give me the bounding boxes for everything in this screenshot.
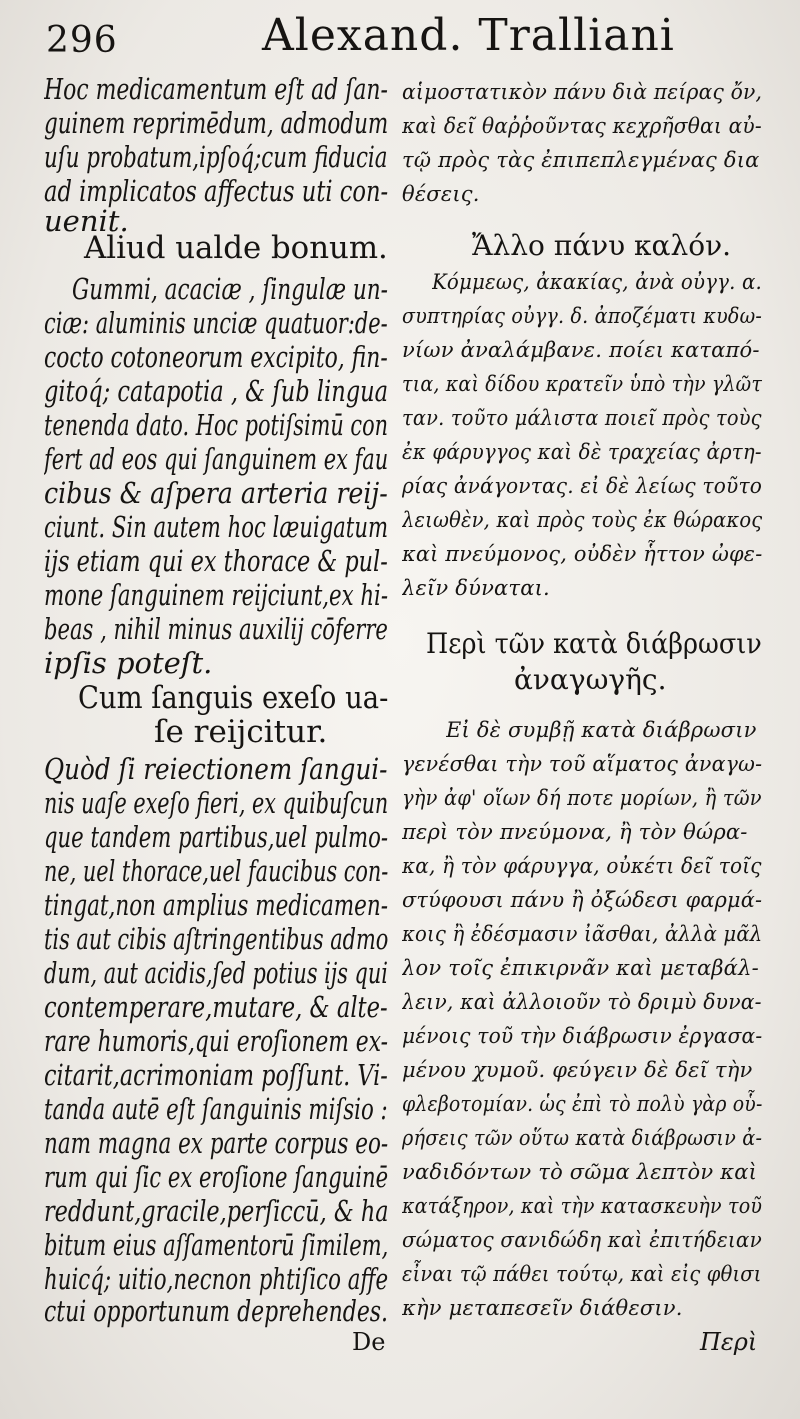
greek-column — [402, 0, 764, 1419]
latin-line: Gummi, acaciæ , ſingulæ un- — [72, 272, 388, 306]
latin-line: tis aut cibis aſtringentibus admo — [44, 922, 389, 956]
greek-line: γὴν ἀφ' οἵων δή ποτε μορίων, ἢ τῶν — [402, 786, 762, 810]
latin-line: tenenda dato. Hoc potiſsimū con — [44, 408, 389, 442]
latin-line: mone ſanguinem reijciunt,ex hi- — [44, 578, 389, 612]
latin-line: ciæ: aluminis unciæ quatuor:de- — [44, 306, 388, 340]
latin-line: uenit. — [44, 204, 129, 238]
greek-line: λειωθὲν, καὶ πρὸς τοὺς ἐκ θώρακος — [402, 508, 763, 532]
greek-line: συπτηρίας οὐγγ. δ. ἀποζέματι κυδω- — [402, 304, 762, 328]
latin-line: ad implicatos affectus uti con- — [44, 174, 389, 208]
latin-line: ne, uel thorace,uel faucibus con- — [44, 854, 389, 888]
latin-line: nis uaſe exeſo fieri, ex quibuſcun — [44, 786, 389, 820]
latin-line: contemperare,mutare, & alte- — [44, 990, 388, 1024]
latin-line: dum, aut acidis,ſed potius ijs qui — [44, 956, 388, 990]
latin-line: cocto cotoneorum excipito, fin- — [44, 340, 388, 374]
latin-line: rum qui ſic ex eroſione ſanguinē — [44, 1160, 389, 1194]
latin-line: bitum eius aſſamentorū ſimilem, — [44, 1228, 389, 1262]
greek-line: κὴν μεταπεσεῖν διάθεσιν. — [402, 1296, 683, 1320]
greek-line: θέσεις. — [402, 182, 480, 206]
latin-line: fert ad eos qui ſanguinem ex fau — [44, 442, 389, 476]
latin-line: tanda autē eſt ſanguinis miſsio : — [44, 1092, 388, 1126]
latin-line: beas , nihil minus auxilij cōferre — [44, 612, 388, 646]
greek-line: καὶ δεῖ θαῤῥοῦντας κεχρῆσθαι αὐ- — [402, 114, 762, 138]
greek-heading: Περὶ τῶν κατὰ διάβρωσιν — [426, 627, 762, 660]
latin-heading: Cum ſanguis exeſo ua- — [78, 680, 389, 716]
greek-line: εἶναι τῷ πάθει τούτῳ, καὶ εἰς φθισι — [402, 1262, 762, 1286]
greek-line: στύφουσι πάνυ ἢ ὀξώδεσι φαρμά- — [402, 888, 763, 912]
greek-line: νίων ἀναλάμβανε. ποίει καταπό- — [402, 338, 760, 362]
greek-line: λειν, καὶ ἀλλοιοῦν τὸ δριμὺ δυνα- — [402, 990, 762, 1014]
latin-line: Hoc medicamentum eſt ad ſan- — [44, 72, 388, 106]
latin-heading: ſe reijcitur. — [154, 714, 328, 750]
latin-line: ctui opportunum deprehendes. — [44, 1294, 389, 1328]
greek-line: ἐκ φάρυγγος καὶ δὲ τραχείας ἀρτη- — [402, 440, 762, 464]
greek-line: σώματος σανιδώδη καὶ ἐπιτήδειαν — [402, 1228, 762, 1252]
greek-heading: ἀναγωγῆς. — [514, 663, 667, 696]
greek-line: φλεβοτομίαν. ὡς ἐπὶ τὸ πολὺ γὰρ οὗ- — [402, 1092, 763, 1116]
latin-heading: Aliud ualde bonum. — [84, 230, 388, 266]
latin-line: ijs etiam qui ex thorace & pul- — [44, 544, 388, 578]
latin-catchword: De — [352, 1328, 386, 1356]
latin-line: citarit,acrimoniam poſſunt. Vi- — [44, 1058, 388, 1092]
latin-line: que tandem partibus,uel pulmo- — [44, 820, 389, 854]
greek-line: ρήσεις τῶν οὕτω κατὰ διάβρωσιν ἀ- — [402, 1126, 763, 1150]
greek-line: γενέσθαι τὴν τοῦ αἵματος ἀναγω- — [402, 752, 763, 776]
greek-line: τῷ πρὸς τὰς ἐπιπεπλεγμένας δια — [402, 148, 760, 172]
greek-line: ταν. τοῦτο μάλιστα ποιεῖ πρὸς τοὺς — [402, 406, 762, 430]
latin-line: reddunt,gracile,perſiccū, & ha — [44, 1194, 389, 1228]
latin-line: Quòd ſi reiectionem ſangui- — [44, 752, 388, 786]
latin-line: tingat,non amplius medicamen- — [44, 888, 388, 922]
greek-line: περὶ τὸν πνεύμονα, ἢ τὸν θώρα- — [402, 820, 748, 844]
latin-line: nam magna ex parte corpus eo- — [44, 1126, 389, 1160]
greek-line: Κόμμεως, ἀκακίας, ἀνὰ οὐγγ. α. — [432, 270, 763, 294]
latin-column — [44, 0, 390, 1419]
greek-line: κατάξηρον, καὶ τὴν κατασκευὴν τοῦ — [402, 1194, 763, 1218]
greek-line: κοις ἢ ἐδέσμασιν ἰᾶσθαι, ἀλλὰ μᾶλ — [402, 922, 763, 946]
page-number: 296 — [46, 20, 118, 61]
latin-line: gitoq́; catapotia , & ſub lingua — [44, 374, 389, 408]
latin-line: huicq́; uitio,necnon phtiſico affe — [44, 1262, 389, 1296]
greek-line: καὶ πνεύμονος, οὐδὲν ἧττον ὠφε- — [402, 542, 763, 566]
greek-line: λεῖν δύναται. — [402, 576, 550, 600]
greek-line: αἱμοστατικὸν πάνυ διὰ πείρας ὄν, — [402, 80, 763, 104]
greek-line: κα, ἢ τὸν φάρυγγα, οὐκέτι δεῖ τοῖς — [402, 854, 762, 878]
greek-line: τια, καὶ δίδου κρατεῖν ὑπὸ τὴν γλῶτ — [402, 372, 763, 396]
greek-heading: Ἄλλο πάνυ καλόν. — [472, 229, 731, 262]
latin-line: ciunt. Sin autem hoc læuigatum — [44, 510, 389, 544]
greek-line: ρίας ἀνάγοντας. εἰ δὲ λείως τοῦτο — [402, 474, 763, 498]
greek-line: μένοις τοῦ τὴν διάβρωσιν ἐργασα- — [402, 1024, 763, 1048]
greek-catchword: Περὶ — [700, 1328, 758, 1356]
greek-line: ναδιδόντων τὸ σῶμα λεπτὸν καὶ — [402, 1160, 758, 1184]
greek-line: λον τοῖς ἐπικιρνᾶν καὶ μεταβάλ- — [402, 956, 759, 980]
latin-line: uſu probatum,ipſoq́;cum fiducia — [44, 140, 388, 174]
latin-line: rare humoris,qui eroſionem ex- — [44, 1024, 388, 1058]
greek-line: μένου χυμοῦ. φεύγειν δὲ δεῖ τὴν — [402, 1058, 753, 1082]
latin-line: guinem reprimēdum, admodum — [44, 106, 389, 140]
running-head: Alexand. Tralliani — [262, 10, 675, 61]
greek-line: Εἰ δὲ συμβῇ κατὰ διάβρωσιν — [446, 718, 757, 742]
latin-line: cibus & aſpera arteria reij- — [44, 476, 388, 510]
latin-line: ipſis poteſt. — [44, 646, 213, 680]
